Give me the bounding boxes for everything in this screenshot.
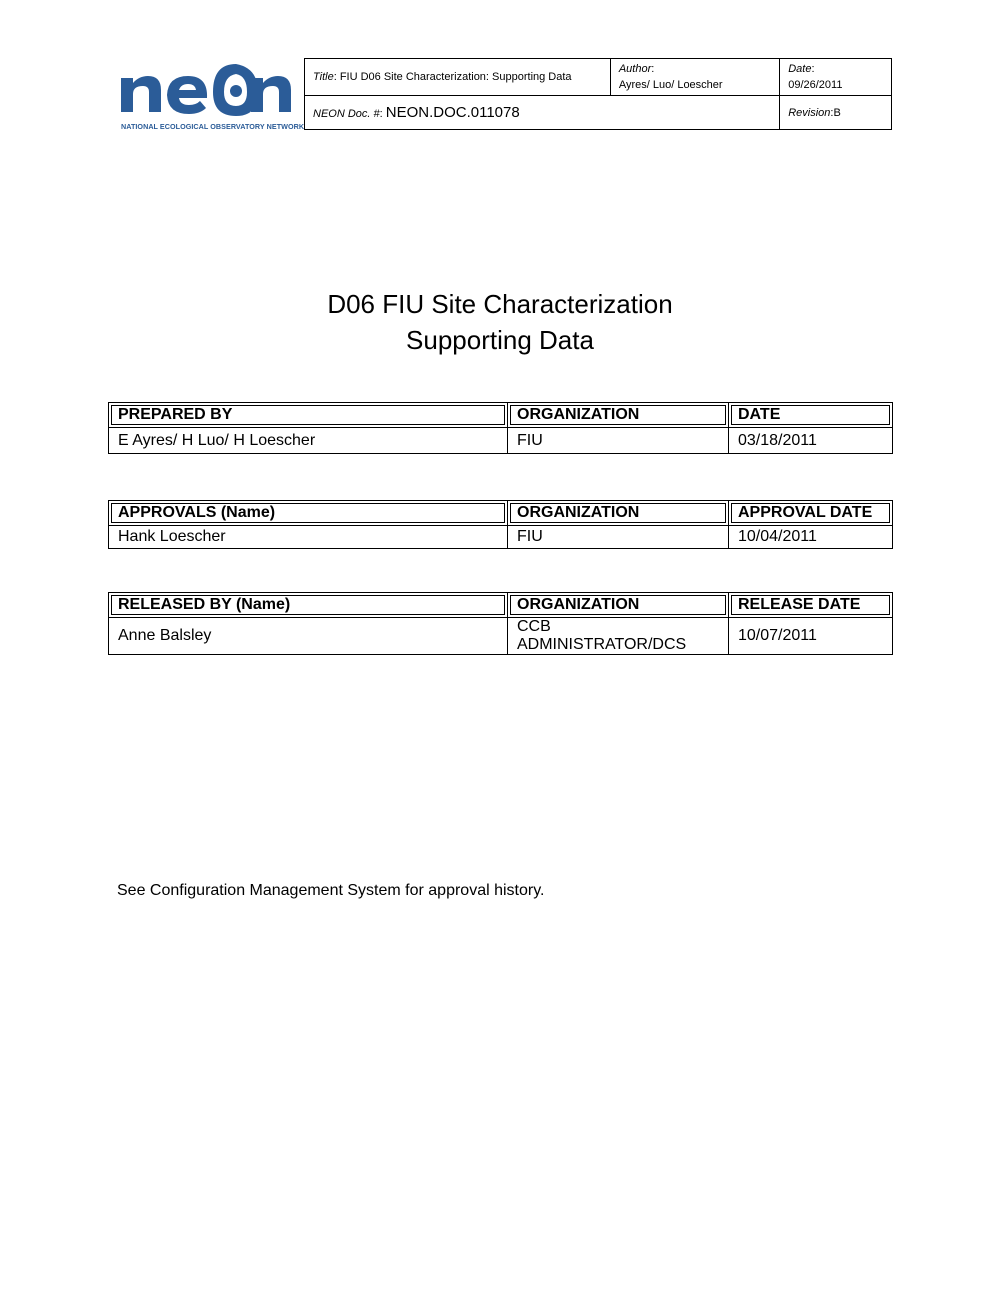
header-docnum-cell: NEON Doc. #: NEON.DOC.011078 [305,96,780,130]
released-org-header: ORGANIZATION [508,593,729,618]
table-row [109,618,893,655]
approvals-table [108,500,893,549]
header-revision-cell: Revision:B [780,96,892,130]
docnum-label: NEON Doc. # [313,108,380,120]
document-header [304,58,892,130]
title-value: FIU D06 Site Characterization: Supporting Data [339,71,572,83]
neon-wordmark [118,58,296,118]
logo-subtitle: NATIONAL ECOLOGICAL OBSERVATORY NETWORK [121,122,305,131]
approver-org: FIU [508,526,729,549]
author-label: Author [618,63,652,75]
release-date: 10/07/2011 [729,618,893,655]
header-author-cell: Author: Ayres/ Luo/ Loescher [610,59,779,96]
table-row [109,526,893,549]
revision-label: Revision [788,106,831,119]
title-label: Title [313,71,334,83]
released-date-header: RELEASE DATE [729,593,893,618]
approvals-org-header: ORGANIZATION [508,501,729,526]
releaser-name: Anne Balsley [109,618,508,655]
table-row [109,428,893,454]
approvals-name-header: APPROVALS (Name) [109,501,508,526]
prepared-date: 03/18/2011 [729,428,893,454]
prepared-by-table [108,402,893,454]
releaser-org: CCB ADMINISTRATOR/DCS [508,618,729,655]
prepared-by-header: PREPARED BY [109,403,508,428]
title-line-2: Supporting Data [406,325,594,355]
approval-history-note: See Configuration Management System for approval history. [117,882,545,899]
approver-name: Hank Loescher [109,526,508,549]
revision-value: B [833,106,841,119]
approvals-date-header: APPROVAL DATE [729,501,893,526]
date-value: 09/26/2011 [788,79,843,91]
prepared-date-header: DATE [729,403,893,428]
prepared-by-names: E Ayres/ H Luo/ H Loescher [109,428,508,454]
released-by-table [108,592,893,655]
title-line-1: D06 FIU Site Characterization [327,289,673,319]
document-title [0,286,1000,358]
released-name-header: RELEASED BY (Name) [109,593,508,618]
neon-logo [118,58,305,134]
approval-date: 10/04/2011 [729,526,893,549]
author-value: Ayres/ Luo/ Loescher [618,79,723,91]
prepared-org: FIU [508,428,729,454]
docnum-value: NEON.DOC.011078 [385,104,520,121]
date-label: Date [788,63,812,75]
header-title-cell: Title: FIU D06 Site Characterization: Supporting Data [305,59,611,96]
prepared-org-header: ORGANIZATION [508,403,729,428]
header-date-cell: Date: 09/26/2011 [780,59,892,96]
